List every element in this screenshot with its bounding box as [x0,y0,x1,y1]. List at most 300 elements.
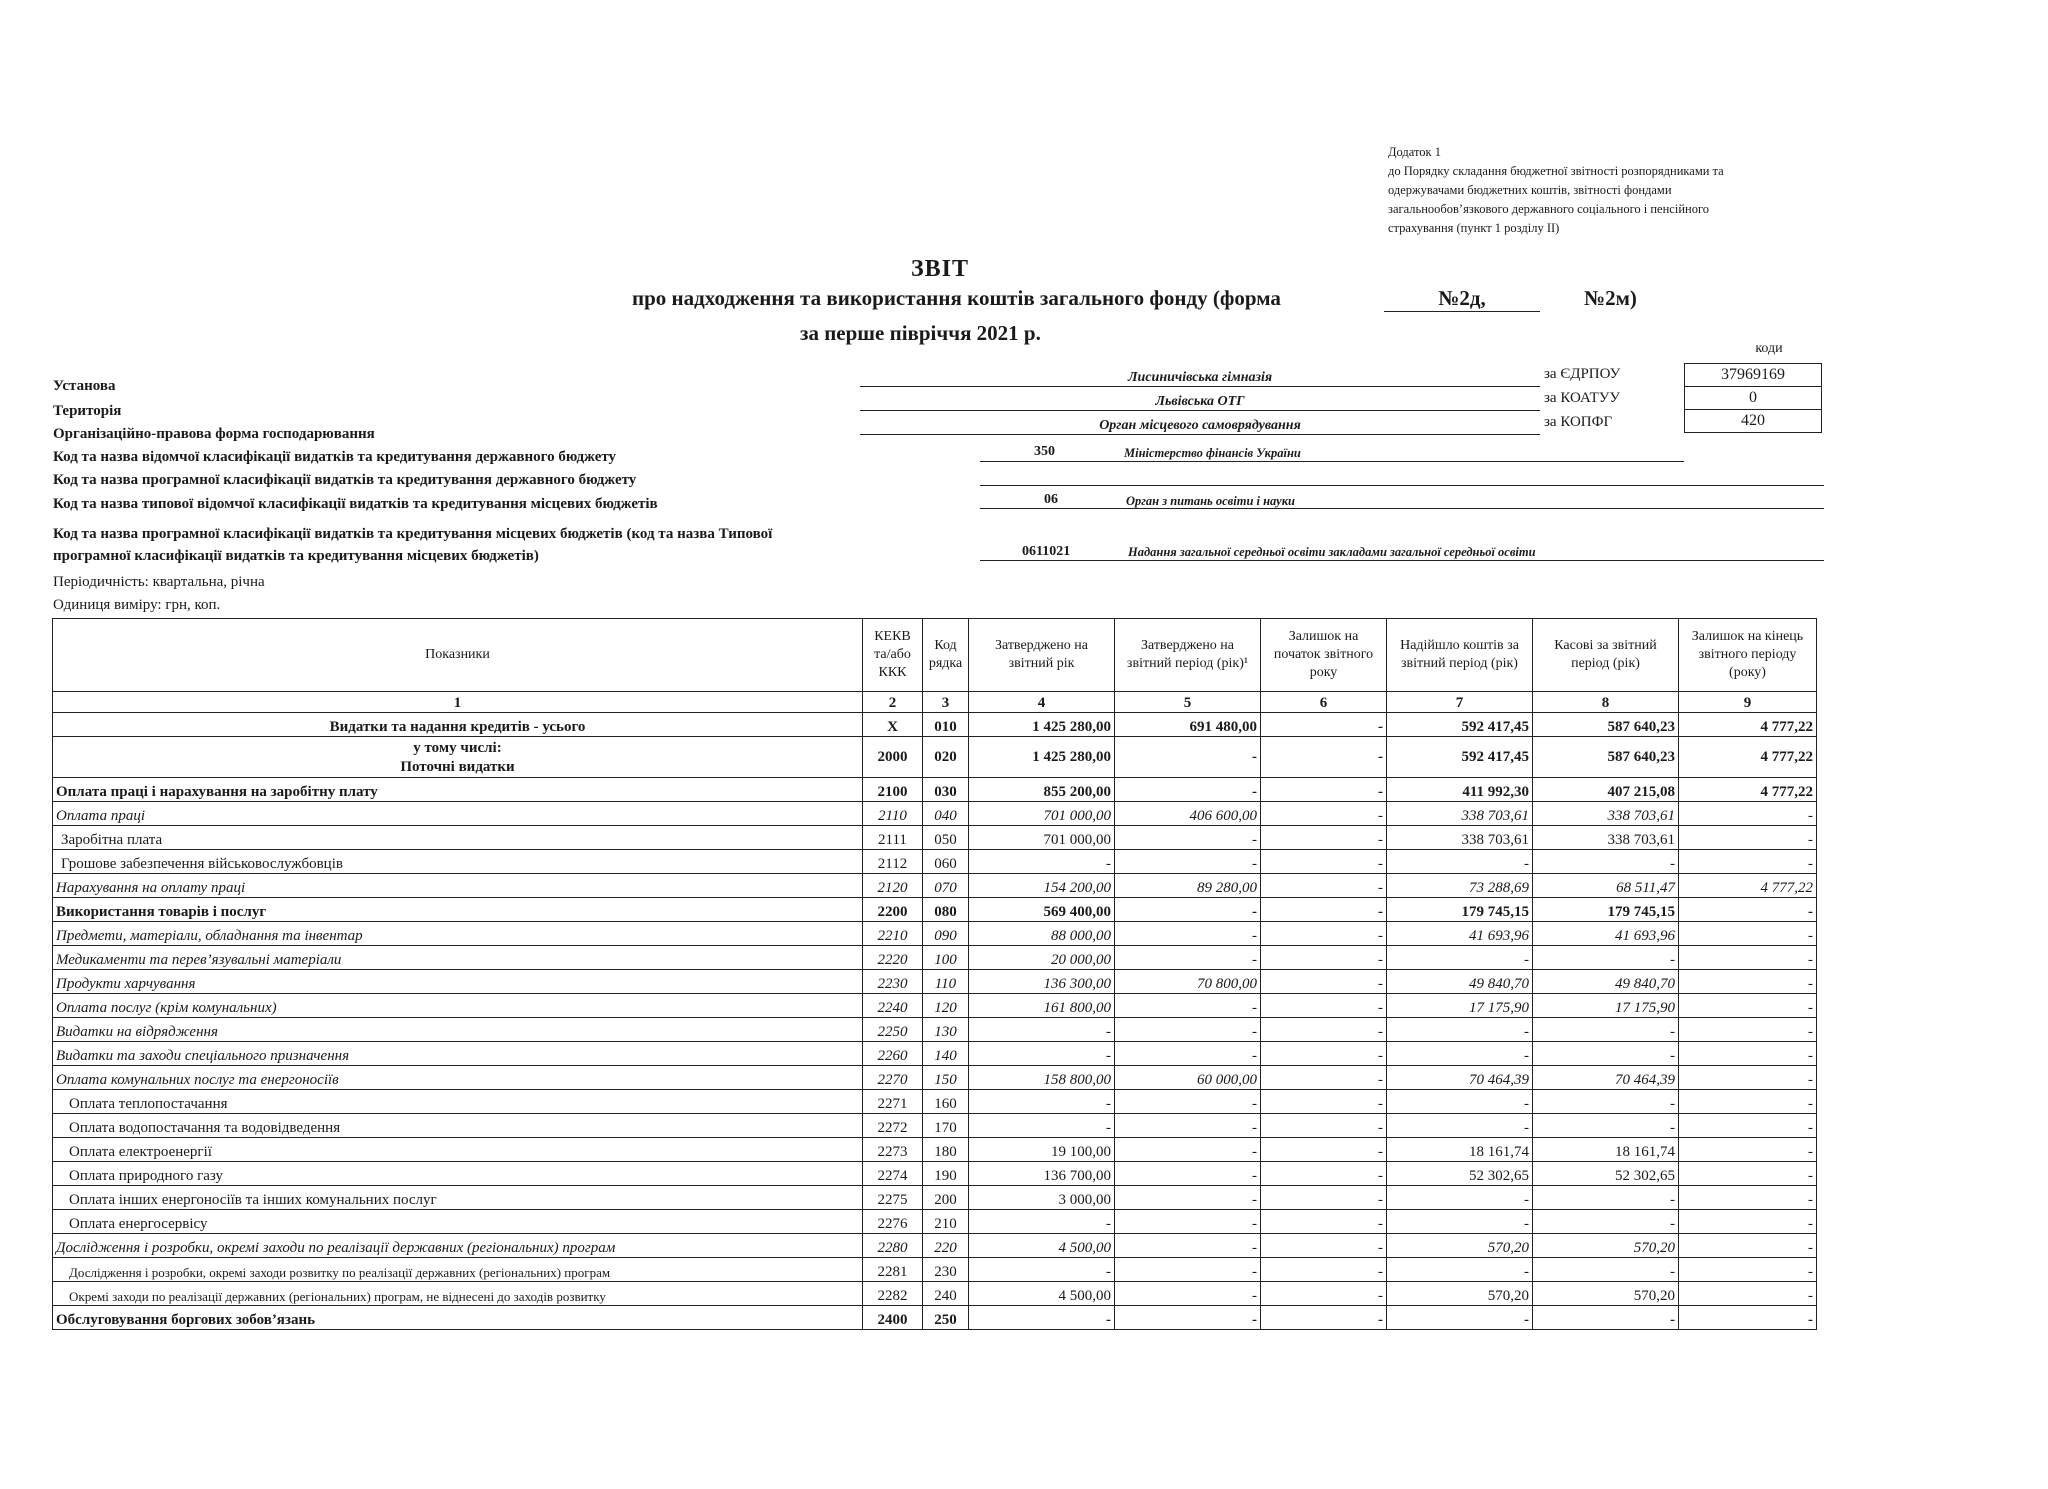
code-koatuu: 0 [1685,387,1822,410]
cell-c8: 41 693,96 [1533,922,1679,946]
table-row [53,874,1817,898]
row-indicator-name: Нарахування на оплату праці [53,874,863,898]
cell-c7: - [1387,1114,1533,1138]
cell-c6: - [1261,1066,1387,1090]
cell-c4: 4 500,00 [969,1234,1115,1258]
codes-header: коди [1755,341,1783,356]
cell-kekv: 2220 [863,946,923,970]
cell-c6: - [1261,1306,1387,1330]
row-indicator-name: Видатки на відрядження [53,1018,863,1042]
cell-c4: 158 800,00 [969,1066,1115,1090]
cell-kekv: 2280 [863,1234,923,1258]
cell-c6: - [1261,874,1387,898]
cell-c8: 52 302,65 [1533,1162,1679,1186]
cell-c6: - [1261,946,1387,970]
cell-c5: - [1115,850,1261,874]
cell-kekv: 2400 [863,1306,923,1330]
cell-c6: - [1261,1162,1387,1186]
cell-c4: 136 700,00 [969,1162,1115,1186]
cell-c4: - [969,1114,1115,1138]
cell-c8: 570,20 [1533,1234,1679,1258]
cell-c5: 70 800,00 [1115,970,1261,994]
table-row [53,1042,1817,1066]
cell-c8: - [1533,1114,1679,1138]
cell-c6: - [1261,802,1387,826]
cell-c7: 17 175,90 [1387,994,1533,1018]
cell-code: 160 [923,1090,969,1114]
cell-c7: 18 161,74 [1387,1138,1533,1162]
cell-c5: - [1115,737,1261,778]
cell-c6: - [1261,1018,1387,1042]
cell-c4: 3 000,00 [969,1186,1115,1210]
code-edrpou: 37969169 [1685,364,1822,387]
cell-c5: 60 000,00 [1115,1066,1261,1090]
cell-c5: - [1115,1090,1261,1114]
cell-c6: - [1261,1114,1387,1138]
table-row [53,1306,1817,1330]
cell-c7: 70 464,39 [1387,1066,1533,1090]
cell-c5: - [1115,898,1261,922]
appendix-note [1388,143,1808,238]
table-row [53,1210,1817,1234]
cell-c8: 70 464,39 [1533,1066,1679,1090]
cell-c8: 570,20 [1533,1282,1679,1306]
cell-c9: - [1679,826,1817,850]
table-row [53,898,1817,922]
local-prog-code: 0611021 [1022,544,1071,559]
cell-c5: - [1115,1138,1261,1162]
cell-c9: - [1679,1042,1817,1066]
column-number: 1 [53,692,863,713]
cell-c5: - [1115,1282,1261,1306]
table-row [53,850,1817,874]
cell-c4: 701 000,00 [969,802,1115,826]
typical-dept-underline [980,508,1824,509]
cell-c9: 4 777,22 [1679,737,1817,778]
legal-form-label: Організаційно-правова форма господарювання [53,426,375,442]
cell-code: 040 [923,802,969,826]
cell-c9: - [1679,1210,1817,1234]
cell-c7: 411 992,30 [1387,778,1533,802]
cell-c4: 136 300,00 [969,970,1115,994]
cell-c8: - [1533,1090,1679,1114]
row-indicator-name: Оплата праці і нарахування на заробітну плату [53,778,863,802]
table-row [53,1234,1817,1258]
cell-c7: 73 288,69 [1387,874,1533,898]
cell-code: 190 [923,1162,969,1186]
cell-c4: - [969,1042,1115,1066]
table-row [53,1090,1817,1114]
table-row [53,994,1817,1018]
row-indicator-name: Предмети, матеріали, обладнання та інвентар [53,922,863,946]
cell-c6: - [1261,1138,1387,1162]
code-label-edrpou: за ЄДРПОУ [1544,366,1621,382]
cell-c4: 1 425 280,00 [969,737,1115,778]
table-row [53,737,1817,778]
cell-kekv: 2282 [863,1282,923,1306]
cell-c7: 592 417,45 [1387,713,1533,737]
row-indicator-name: Дослідження і розробки, окремі заходи розвитку по реалізації державних (регіональних) програм [53,1258,863,1282]
cell-kekv: 2270 [863,1066,923,1090]
cell-c8: 179 745,15 [1533,898,1679,922]
row-indicator-name: Оплата теплопостачання [53,1090,863,1114]
cell-c4: 88 000,00 [969,922,1115,946]
appendix-line: одержувачами бюджетних коштів, звітності фондами [1388,183,1672,197]
periodicity: Періодичність: квартальна, річна [53,574,265,590]
report-title: ЗВІТ [910,256,970,282]
report-subtitle: про надходження та використання коштів загального фонду (форма [632,286,1281,310]
appendix-line: Додаток 1 [1388,145,1441,159]
cell-c6: - [1261,1258,1387,1282]
row-indicator-name: Оплата енергосервісу [53,1210,863,1234]
cell-code: 140 [923,1042,969,1066]
cell-c8: 338 703,61 [1533,826,1679,850]
column-number: 4 [969,692,1115,713]
cell-c7: 338 703,61 [1387,802,1533,826]
cell-code: 130 [923,1018,969,1042]
cell-c5: - [1115,1042,1261,1066]
cell-c9: - [1679,1090,1817,1114]
cell-code: 250 [923,1306,969,1330]
cell-c9: - [1679,1138,1817,1162]
cell-c6: - [1261,713,1387,737]
row-indicator-name: Видатки та надання кредитів - усього [53,713,863,737]
cell-c5: - [1115,1306,1261,1330]
cell-c7: - [1387,1258,1533,1282]
table-row [53,970,1817,994]
cell-c4: - [969,1018,1115,1042]
cell-c5: 89 280,00 [1115,874,1261,898]
report-period: за перше півріччя 2021 р. [800,321,1041,345]
header-balance-start: Залишок на початок звітного року [1261,619,1387,692]
cell-c4: - [969,1258,1115,1282]
cell-code: 030 [923,778,969,802]
cell-c9: - [1679,922,1817,946]
cell-c9: 4 777,22 [1679,713,1817,737]
cell-c6: - [1261,970,1387,994]
row-indicator-name: Медикаменти та перев’язувальні матеріали [53,946,863,970]
cell-code: 200 [923,1186,969,1210]
cell-c5: 406 600,00 [1115,802,1261,826]
cell-c8: - [1533,1306,1679,1330]
header-indicators: Показники [53,619,863,692]
cell-c8: - [1533,850,1679,874]
cell-code: 010 [923,713,969,737]
cell-c7: - [1387,1042,1533,1066]
cell-kekv: 2110 [863,802,923,826]
cell-c4: 855 200,00 [969,778,1115,802]
cell-c6: - [1261,737,1387,778]
cell-c8: 587 640,23 [1533,713,1679,737]
cell-kekv: 2281 [863,1258,923,1282]
row-indicator-name: Оплата інших енергоносіїв та інших комунальних послуг [53,1186,863,1210]
cell-c7: 338 703,61 [1387,826,1533,850]
cell-c4: - [969,1306,1115,1330]
row-indicator-name: Продукти харчування [53,970,863,994]
territory-label: Територія [53,403,122,419]
header-received: Надійшло коштів за звітний період (рік) [1387,619,1533,692]
table-row [53,826,1817,850]
cell-code: 220 [923,1234,969,1258]
cell-kekv: 2272 [863,1114,923,1138]
cell-c8: 338 703,61 [1533,802,1679,826]
cell-c6: - [1261,850,1387,874]
cell-c8: 17 175,90 [1533,994,1679,1018]
cell-c9: - [1679,1162,1817,1186]
codes-table [1684,363,1822,433]
row-indicator-name: Обслуговування боргових зобов’язань [53,1306,863,1330]
prog-class-underline [980,485,1824,486]
column-number: 5 [1115,692,1261,713]
cell-c6: - [1261,994,1387,1018]
cell-kekv: 2120 [863,874,923,898]
cell-c9: - [1679,1186,1817,1210]
cell-kekv: 2000 [863,737,923,778]
cell-kekv: 2273 [863,1138,923,1162]
table-row [53,1282,1817,1306]
local-prog-underline [980,560,1824,561]
cell-c5: - [1115,1234,1261,1258]
row-indicator-name: Видатки та заходи спеціального призначення [53,1042,863,1066]
cell-c9: - [1679,1258,1817,1282]
cell-code: 070 [923,874,969,898]
cell-c8: - [1533,946,1679,970]
column-number: 8 [1533,692,1679,713]
header-approved-year: Затверджено на звітний рік [969,619,1115,692]
dept-class-underline [980,461,1684,462]
cell-code: 240 [923,1282,969,1306]
table-row [53,1114,1817,1138]
table-row [53,946,1817,970]
cell-c8: 18 161,74 [1533,1138,1679,1162]
cell-c4: 20 000,00 [969,946,1115,970]
legal-form-value: Орган місцевого самоврядування [860,418,1540,435]
row-indicator-name: Дослідження і розробки, окремі заходи по реалізації державних (регіональних) програм [53,1234,863,1258]
row-indicator-name [53,737,863,778]
cell-c5: - [1115,922,1261,946]
cell-code: 050 [923,826,969,850]
cell-c7: - [1387,946,1533,970]
header-kekv: КЕКВ та/або ККК [863,619,923,692]
cell-c8: 587 640,23 [1533,737,1679,778]
typical-dept-label: Код та назва типової відомчої класифікації видатків та кредитування місцевих бюджетів [53,496,658,512]
cell-kekv: 2230 [863,970,923,994]
cell-c8: - [1533,1018,1679,1042]
column-number: 9 [1679,692,1817,713]
typical-dept-name: Орган з питань освіти і науки [1126,494,1295,508]
cell-kekv: 2112 [863,850,923,874]
row-indicator-prefix: у тому числі: [413,740,502,756]
cell-c9: - [1679,802,1817,826]
cell-c8: 407 215,08 [1533,778,1679,802]
cell-c4: 701 000,00 [969,826,1115,850]
cell-c7: - [1387,1306,1533,1330]
row-indicator-name: Окремі заходи по реалізації державних (регіональних) програм, не віднесені до заходів розвитку [53,1282,863,1306]
cell-c9: - [1679,1306,1817,1330]
cell-c6: - [1261,1090,1387,1114]
cell-c5: - [1115,1018,1261,1042]
table-body [53,692,1817,1330]
cell-c4: - [969,1210,1115,1234]
cell-c9: - [1679,898,1817,922]
cell-c9: - [1679,1234,1817,1258]
column-number: 2 [863,692,923,713]
cell-c7: - [1387,1090,1533,1114]
row-indicator-name: Оплата праці [53,802,863,826]
table-header-row [53,619,1817,692]
form-2d-label: №2д, [1384,286,1540,312]
cell-c7: - [1387,1210,1533,1234]
institution-value: Лисиничівська гімназія [860,370,1540,387]
cell-c5: - [1115,1186,1261,1210]
cell-code: 120 [923,994,969,1018]
cell-kekv: 2200 [863,898,923,922]
cell-c5: - [1115,1210,1261,1234]
cell-c4: 569 400,00 [969,898,1115,922]
cell-c5: - [1115,1162,1261,1186]
cell-c9: - [1679,1066,1817,1090]
cell-c5: - [1115,1258,1261,1282]
cell-c6: - [1261,1210,1387,1234]
cell-c8: - [1533,1210,1679,1234]
cell-c7: - [1387,1018,1533,1042]
prog-class-label: Код та назва програмної класифікації видатків та кредитування державного бюджету [53,472,637,488]
cell-c4: 4 500,00 [969,1282,1115,1306]
local-prog-label-2: програмної класифікації видатків та кредитування місцевих бюджетів) [53,548,539,564]
cell-code: 210 [923,1210,969,1234]
column-number: 3 [923,692,969,713]
cell-c7: - [1387,850,1533,874]
row-indicator-subname: Поточні видатки [400,759,515,775]
cell-c7: 41 693,96 [1387,922,1533,946]
cell-code: 110 [923,970,969,994]
report-table [52,618,1817,1330]
cell-c6: - [1261,898,1387,922]
row-indicator-name: Заробітна плата [53,826,863,850]
cell-c9: - [1679,946,1817,970]
cell-code: 230 [923,1258,969,1282]
table-row [53,1186,1817,1210]
table-row [53,713,1817,737]
cell-c4: 161 800,00 [969,994,1115,1018]
cell-c7: 49 840,70 [1387,970,1533,994]
cell-c6: - [1261,826,1387,850]
cell-kekv: 2275 [863,1186,923,1210]
cell-c5: - [1115,946,1261,970]
cell-c9: 4 777,22 [1679,778,1817,802]
column-number: 7 [1387,692,1533,713]
table-row [53,1138,1817,1162]
cell-code: 180 [923,1138,969,1162]
cell-c4: 1 425 280,00 [969,713,1115,737]
cell-kekv: 2276 [863,1210,923,1234]
table-row [53,1066,1817,1090]
table-row [53,922,1817,946]
cell-c5: - [1115,778,1261,802]
header-cash: Касові за звітний період (рік) [1533,619,1679,692]
header-approved-period: Затверджено на звітний період (рік)¹ [1115,619,1261,692]
cell-c9: - [1679,850,1817,874]
typical-dept-code: 06 [1044,492,1058,507]
dept-class-label: Код та назва відомчої класифікації видатків та кредитування державного бюджету [53,449,617,465]
row-indicator-name: Оплата електроенергії [53,1138,863,1162]
header-balance-end: Залишок на кінець звітного періоду (року) [1679,619,1817,692]
cell-c8: - [1533,1258,1679,1282]
cell-c4: 19 100,00 [969,1138,1115,1162]
cell-kekv: X [863,713,923,737]
local-prog-label-1: Код та назва програмної класифікації видатків та кредитування місцевих бюджетів (код та назва Типової [53,526,773,542]
form-2m-label: №2м) [1584,286,1637,310]
cell-c8: 68 511,47 [1533,874,1679,898]
cell-c6: - [1261,922,1387,946]
row-indicator-name: Оплата природного газу [53,1162,863,1186]
cell-c4: - [969,1090,1115,1114]
code-kopfg: 420 [1685,410,1822,433]
cell-c7: 592 417,45 [1387,737,1533,778]
cell-c4: 154 200,00 [969,874,1115,898]
cell-code: 100 [923,946,969,970]
appendix-line: до Порядку складання бюджетної звітності розпорядниками та [1388,164,1724,178]
table-row [53,1258,1817,1282]
cell-c7: - [1387,1186,1533,1210]
cell-code: 020 [923,737,969,778]
cell-c9: - [1679,994,1817,1018]
cell-kekv: 2260 [863,1042,923,1066]
cell-kekv: 2271 [863,1090,923,1114]
cell-c7: 52 302,65 [1387,1162,1533,1186]
row-indicator-name: Оплата комунальних послуг та енергоносіїв [53,1066,863,1090]
cell-code: 170 [923,1114,969,1138]
cell-c9: - [1679,970,1817,994]
table-row [53,1162,1817,1186]
cell-kekv: 2111 [863,826,923,850]
cell-c5: 691 480,00 [1115,713,1261,737]
cell-c8: - [1533,1042,1679,1066]
cell-c5: - [1115,826,1261,850]
appendix-line: страхування (пункт 1 розділу II) [1388,221,1560,235]
column-number: 6 [1261,692,1387,713]
cell-c5: - [1115,1114,1261,1138]
cell-code: 060 [923,850,969,874]
appendix-line: загальнообов’язкового державного соціального і пенсійного [1388,202,1710,216]
table-row [53,802,1817,826]
cell-c6: - [1261,1282,1387,1306]
cell-c6: - [1261,1186,1387,1210]
territory-value: Львівська ОТГ [860,394,1540,411]
cell-kekv: 2240 [863,994,923,1018]
header-row-code: Код рядка [923,619,969,692]
cell-kekv: 2210 [863,922,923,946]
row-indicator-name: Оплата послуг (крім комунальних) [53,994,863,1018]
code-label-kopfg: за КОПФГ [1544,414,1613,430]
local-prog-name: Надання загальної середньої освіти закладами загальної середньої освіти [1128,545,1536,559]
cell-kekv: 2100 [863,778,923,802]
cell-c9: 4 777,22 [1679,874,1817,898]
dept-class-code: 350 [1034,444,1055,459]
cell-c8: - [1533,1186,1679,1210]
dept-class-name: Міністерство фінансів України [1124,446,1301,460]
cell-c6: - [1261,1234,1387,1258]
unit-of-measure: Одиниця виміру: грн, коп. [53,597,221,613]
cell-kekv: 2274 [863,1162,923,1186]
cell-c8: 49 840,70 [1533,970,1679,994]
column-number-row [53,692,1817,713]
cell-c6: - [1261,778,1387,802]
cell-c9: - [1679,1018,1817,1042]
table-row [53,1018,1817,1042]
cell-code: 080 [923,898,969,922]
cell-c4: - [969,850,1115,874]
